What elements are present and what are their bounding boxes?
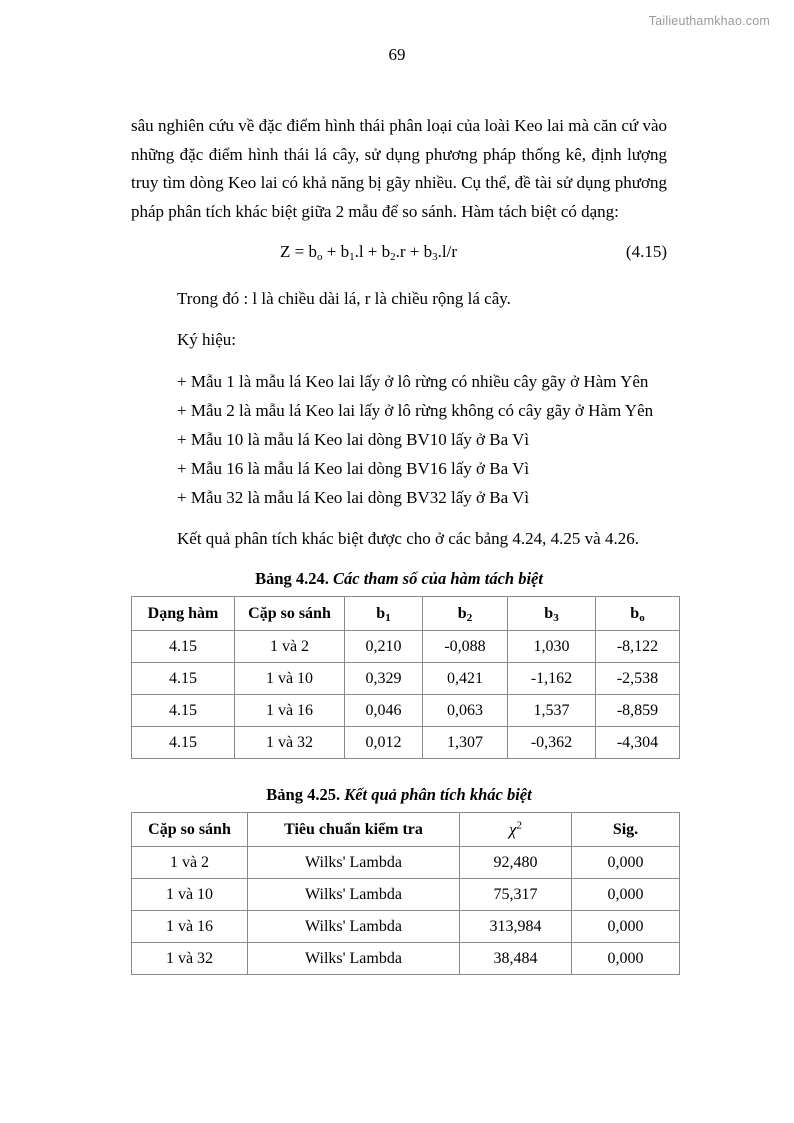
header-text: b <box>457 604 467 622</box>
formula-term1-pre: + b <box>322 242 350 262</box>
column-header-cap-so-sanh <box>132 813 248 847</box>
formula-sub-2: 2 <box>390 251 396 264</box>
cell-sig: 0,000 <box>572 847 680 879</box>
cell-tieu-chuan: Wilks' Lambda <box>248 943 460 975</box>
cell-b3: -0,362 <box>508 727 596 759</box>
header-subscript: 3 <box>553 611 559 624</box>
column-header-b1 <box>345 597 423 631</box>
list-item: + Mẫu 32 là mẫu lá Keo lai dòng BV32 lấy ở Ba Vì <box>177 488 530 508</box>
cell-dang-ham: 4.15 <box>132 631 235 663</box>
table-row <box>132 879 680 911</box>
table-row <box>132 727 680 759</box>
cell-tieu-chuan: Wilks' Lambda <box>248 911 460 943</box>
discriminant-formula <box>280 242 457 262</box>
table-425-caption-label: Bảng 4.25. <box>266 785 341 805</box>
cell-b3: 1,537 <box>508 695 596 727</box>
cell-chi-square: 313,984 <box>460 911 572 943</box>
table-row <box>132 631 680 663</box>
cell-tieu-chuan: Wilks' Lambda <box>248 879 460 911</box>
table-header-row <box>132 813 680 847</box>
column-header-b0 <box>596 597 680 631</box>
cell-cap-so-sanh: 1 và 2 <box>235 631 345 663</box>
formula-sub-1: 1 <box>349 251 355 264</box>
header-text: Cặp so sánh <box>148 820 231 838</box>
cell-b3: -1,162 <box>508 663 596 695</box>
cell-dang-ham: 4.15 <box>132 695 235 727</box>
header-text: Cặp so sánh <box>248 604 331 622</box>
cell-b1: 0,046 <box>345 695 423 727</box>
table-row <box>132 847 680 879</box>
cell-chi-square: 38,484 <box>460 943 572 975</box>
cell-cap-so-sanh: 1 và 10 <box>235 663 345 695</box>
formula-term2-post: .r + b <box>395 242 433 262</box>
sample-definition-list <box>131 367 667 512</box>
column-header-b3 <box>508 597 596 631</box>
formula-row <box>131 242 667 272</box>
cell-b2: -0,088 <box>423 631 508 663</box>
body-paragraph-2: Trong đó : l là chiều dài lá, r là chiều rộng lá cây. <box>177 288 511 308</box>
cell-b0: -8,122 <box>596 631 680 663</box>
cell-cap-so-sanh: 1 và 32 <box>235 727 345 759</box>
page-number: 69 <box>388 45 406 64</box>
cell-b2: 0,421 <box>423 663 508 695</box>
cell-sig: 0,000 <box>572 943 680 975</box>
column-header-cap-so-sanh <box>235 597 345 631</box>
cell-cap-so-sanh: 1 và 10 <box>132 879 248 911</box>
header-subscript: 2 <box>466 611 473 624</box>
table-424-caption-title: Các tham số của hàm tách biệt <box>333 569 543 589</box>
column-header-sig <box>572 813 680 847</box>
cell-tieu-chuan: Wilks' Lambda <box>248 847 460 879</box>
header-text: b <box>544 604 554 622</box>
table-424-block <box>131 569 667 759</box>
cell-cap-so-sanh: 1 và 2 <box>132 847 248 879</box>
list-item: + Mẫu 2 là mẫu lá Keo lai lấy ở lô rừng không có cây gãy ở Hàm Yên <box>177 401 654 421</box>
header-text: Tiêu chuẩn kiểm tra <box>284 820 423 838</box>
cell-b0: -2,538 <box>596 663 680 695</box>
cell-sig: 0,000 <box>572 911 680 943</box>
header-subscript: o <box>639 611 645 624</box>
body-paragraph-1: sâu nghiên cứu về đặc điểm hình thái phân loại của loài Keo lai mà căn cứ vào những đặc điểm hình thái lá cây, sử dụng phương pháp thống kê, định lượng truy tìm dòng Keo lai có khả năng bị gãy nhiều. Cụ thể, đề tài sử dụng phương pháp phân tích khác biệt giữa 2 mẫu để so sánh. Hàm tách biệt có dạng: <box>131 116 667 221</box>
cell-b1: 0,012 <box>345 727 423 759</box>
formula-sub-3: 3 <box>432 251 438 264</box>
header-text: χ <box>509 819 517 839</box>
cell-dang-ham: 4.15 <box>132 727 235 759</box>
formula-term1-post: .l + b <box>354 242 391 262</box>
header-text: Sig. <box>612 820 639 838</box>
formula-term3-post: .l/r <box>437 242 457 262</box>
formula-sub-o: o <box>316 251 323 264</box>
cell-cap-so-sanh: 1 và 16 <box>235 695 345 727</box>
cell-cap-so-sanh: 1 và 16 <box>132 911 248 943</box>
table-row <box>132 695 680 727</box>
table-424-caption-label: Bảng 4.24. <box>255 569 329 589</box>
header-subscript: 1 <box>385 611 391 624</box>
body-paragraph-3: Ký hiệu: <box>177 329 237 349</box>
watermark-text: Tailieuthamkhao.com <box>648 14 770 28</box>
page-content <box>131 112 667 975</box>
table-425-block <box>131 785 667 975</box>
cell-b0: -4,304 <box>596 727 680 759</box>
cell-b0: -8,859 <box>596 695 680 727</box>
cell-cap-so-sanh: 1 và 32 <box>132 943 248 975</box>
equation-number: (4.15) <box>625 242 667 262</box>
cell-dang-ham: 4.15 <box>132 663 235 695</box>
cell-sig: 0,000 <box>572 879 680 911</box>
table-parameters-discriminant-function <box>131 596 680 759</box>
header-superscript: 2 <box>516 819 522 832</box>
cell-chi-square: 92,480 <box>460 847 572 879</box>
table-row <box>132 911 680 943</box>
table-row <box>132 663 680 695</box>
chi-symbol <box>509 820 522 839</box>
table-424-caption <box>131 569 667 589</box>
header-text: b <box>376 604 386 622</box>
header-text: Dạng hàm <box>147 604 219 622</box>
column-header-tieu-chuan-kiem-tra <box>248 813 460 847</box>
body-paragraph-4: Kết quả phân tích khác biệt được cho ở các bảng 4.24, 4.25 và 4.26. <box>177 528 639 548</box>
cell-chi-square: 75,317 <box>460 879 572 911</box>
table-425-caption <box>131 785 667 805</box>
list-item: + Mẫu 1 là mẫu lá Keo lai lấy ở lô rừng có nhiều cây gãy ở Hàm Yên <box>177 372 649 392</box>
cell-b2: 1,307 <box>423 727 508 759</box>
column-header-b2 <box>423 597 508 631</box>
list-item: + Mẫu 10 là mẫu lá Keo lai dòng BV10 lấy ở Ba Vì <box>177 430 530 450</box>
header-text: b <box>630 604 640 622</box>
formula-lhs: Z = b <box>280 242 317 262</box>
column-header-chi-square <box>460 813 572 847</box>
cell-b1: 0,329 <box>345 663 423 695</box>
list-item: + Mẫu 16 là mẫu lá Keo lai dòng BV16 lấy ở Ba Vì <box>177 459 530 479</box>
table-header-row <box>132 597 680 631</box>
cell-b2: 0,063 <box>423 695 508 727</box>
cell-b1: 0,210 <box>345 631 423 663</box>
column-header-dang-ham <box>132 597 235 631</box>
table-discriminant-analysis-results <box>131 812 680 975</box>
table-row <box>132 943 680 975</box>
table-425-caption-title: Kết quả phân tích khác biệt <box>344 785 532 805</box>
cell-b3: 1,030 <box>508 631 596 663</box>
